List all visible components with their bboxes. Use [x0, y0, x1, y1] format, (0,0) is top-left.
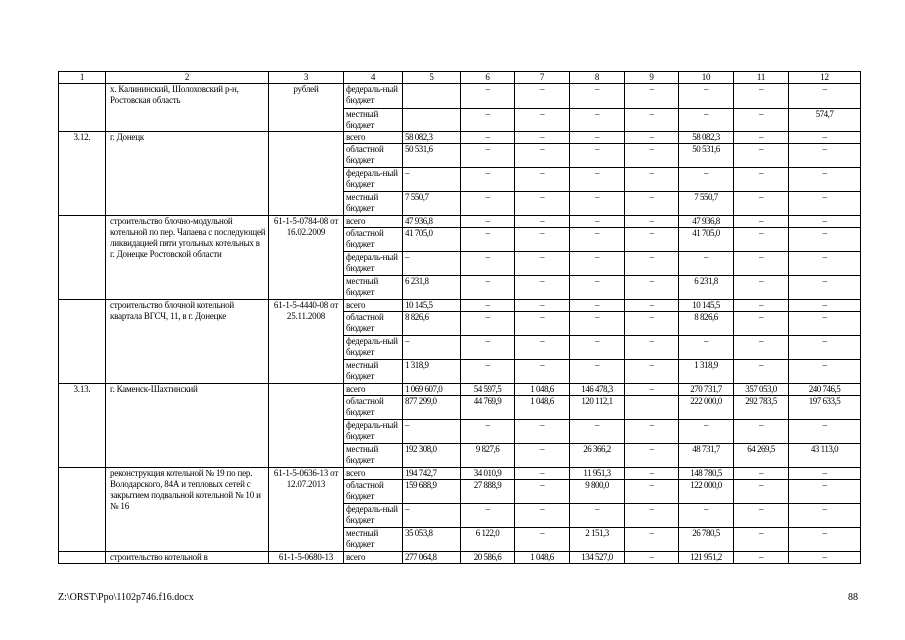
file-path: Z:\ORST\Ppo\1102p746.f16.docx	[58, 592, 194, 603]
value-cell: –	[570, 132, 625, 144]
value-cell: 41 705,0	[403, 228, 461, 252]
value-cell: –	[625, 276, 679, 300]
value-cell: –	[625, 420, 679, 444]
value-cell: –	[679, 84, 734, 109]
value-cell: 122 000,0	[679, 480, 734, 504]
value-cell: 35 053,8	[403, 528, 461, 552]
value-cell: –	[515, 312, 570, 336]
value-cell: –	[734, 528, 789, 552]
value-cell: 240 746,5	[789, 384, 861, 396]
value-cell: –	[734, 109, 789, 132]
value-cell: –	[789, 504, 861, 528]
column-number-row	[59, 72, 861, 84]
value-cell: –	[515, 504, 570, 528]
value-cell: 134 527,0	[570, 552, 625, 564]
value-cell: –	[734, 360, 789, 384]
table-row	[59, 468, 861, 480]
value-cell: 1 048,6	[515, 384, 570, 396]
value-cell: –	[625, 132, 679, 144]
funding-source: областной бюджет	[344, 480, 403, 504]
item-number	[59, 216, 106, 300]
column-number: 8	[570, 72, 625, 84]
object-name: г. Донецк	[106, 132, 269, 216]
value-cell: –	[625, 480, 679, 504]
column-number: 12	[789, 72, 861, 84]
value-cell: –	[679, 336, 734, 360]
value-cell: –	[789, 300, 861, 312]
value-cell: –	[789, 360, 861, 384]
funding-source: федераль-ный бюджет	[344, 84, 403, 109]
value-cell: –	[789, 552, 861, 564]
table-row	[59, 384, 861, 396]
object-name: строительство блочной котельной квартала ВГСЧ, 11, в г. Донецке	[106, 300, 269, 384]
item-number	[59, 552, 106, 564]
value-cell: –	[515, 84, 570, 109]
value-cell: –	[734, 228, 789, 252]
value-cell: –	[570, 504, 625, 528]
item-number: 3.12.	[59, 132, 106, 216]
value-cell: 6 231,8	[679, 276, 734, 300]
column-number: 6	[461, 72, 515, 84]
value-cell: 64 269,5	[734, 444, 789, 468]
value-cell: 20 586,6	[461, 552, 515, 564]
value-cell: –	[625, 144, 679, 168]
value-cell: 1 048,6	[515, 396, 570, 420]
value-cell: –	[679, 168, 734, 192]
value-cell: 58 082,3	[403, 132, 461, 144]
value-cell: –	[734, 84, 789, 109]
value-cell: –	[679, 420, 734, 444]
funding-source: областной бюджет	[344, 144, 403, 168]
column-number: 4	[344, 72, 403, 84]
document-ref	[269, 384, 344, 468]
value-cell: 10 145,5	[679, 300, 734, 312]
value-cell: –	[625, 552, 679, 564]
value-cell: –	[734, 192, 789, 216]
value-cell: –	[625, 216, 679, 228]
value-cell: 357 053,0	[734, 384, 789, 396]
value-cell: –	[461, 192, 515, 216]
column-number: 11	[734, 72, 789, 84]
value-cell: 6 231,8	[403, 276, 461, 300]
value-cell: 9 827,6	[461, 444, 515, 468]
value-cell: –	[570, 216, 625, 228]
value-cell: –	[461, 144, 515, 168]
value-cell: 222 000,0	[679, 396, 734, 420]
value-cell: –	[570, 144, 625, 168]
item-number: 3.13.	[59, 384, 106, 468]
value-cell: –	[734, 504, 789, 528]
value-cell: –	[461, 168, 515, 192]
funding-source: всего	[344, 552, 403, 564]
value-cell: –	[570, 168, 625, 192]
value-cell: –	[625, 168, 679, 192]
table-body	[59, 72, 861, 564]
funding-source: областной бюджет	[344, 228, 403, 252]
value-cell: –	[515, 528, 570, 552]
column-number: 2	[106, 72, 269, 84]
value-cell: –	[461, 300, 515, 312]
funding-source: местный бюджет	[344, 360, 403, 384]
value-cell: 1 318,9	[403, 360, 461, 384]
value-cell: –	[461, 336, 515, 360]
value-cell: –	[625, 528, 679, 552]
value-cell: –	[734, 336, 789, 360]
value-cell: 146 478,3	[570, 384, 625, 396]
value-cell: 47 936,8	[679, 216, 734, 228]
item-number	[59, 300, 106, 384]
value-cell: –	[570, 276, 625, 300]
document-ref: рублей	[269, 84, 344, 132]
funding-source: всего	[344, 132, 403, 144]
value-cell: –	[515, 144, 570, 168]
value-cell: –	[461, 360, 515, 384]
value-cell: –	[679, 504, 734, 528]
value-cell: –	[515, 420, 570, 444]
value-cell: –	[789, 84, 861, 109]
value-cell: –	[461, 252, 515, 276]
value-cell: –	[570, 420, 625, 444]
funding-source: местный бюджет	[344, 192, 403, 216]
value-cell: –	[515, 360, 570, 384]
value-cell: –	[789, 468, 861, 480]
value-cell: –	[789, 528, 861, 552]
value-cell: 44 769,9	[461, 396, 515, 420]
document-ref: 61-1-5-4440-08 от 25.11.2008	[269, 300, 344, 384]
value-cell	[625, 396, 679, 420]
value-cell: –	[403, 504, 461, 528]
table-row	[59, 84, 861, 109]
value-cell: 26 366,2	[570, 444, 625, 468]
value-cell: –	[734, 300, 789, 312]
value-cell: 43 113,0	[789, 444, 861, 468]
value-cell: –	[515, 336, 570, 360]
value-cell: 48 731,7	[679, 444, 734, 468]
value-cell: –	[515, 252, 570, 276]
value-cell: 277 064,8	[403, 552, 461, 564]
value-cell: –	[625, 192, 679, 216]
value-cell: –	[625, 336, 679, 360]
value-cell: 1 069 607,0	[403, 384, 461, 396]
value-cell: –	[515, 228, 570, 252]
value-cell: –	[789, 144, 861, 168]
value-cell: –	[625, 360, 679, 384]
value-cell: –	[570, 109, 625, 132]
value-cell: 120 112,1	[570, 396, 625, 420]
value-cell: –	[515, 168, 570, 192]
table-row	[59, 132, 861, 144]
value-cell: –	[789, 132, 861, 144]
value-cell: –	[515, 216, 570, 228]
value-cell: –	[570, 252, 625, 276]
value-cell: 26 780,5	[679, 528, 734, 552]
funding-source: федераль-ный бюджет	[344, 252, 403, 276]
funding-source: местный бюджет	[344, 109, 403, 132]
object-name: строительство блочно-модульной котельной по пер. Чапаева с последующей ликвидацией пяти угольных котельных в г. Донецке Ростовской области	[106, 216, 269, 300]
value-cell: –	[515, 300, 570, 312]
value-cell: –	[734, 552, 789, 564]
value-cell: –	[461, 228, 515, 252]
funding-source: местный бюджет	[344, 276, 403, 300]
value-cell: –	[461, 420, 515, 444]
value-cell: –	[789, 168, 861, 192]
value-cell: 54 597,5	[461, 384, 515, 396]
value-cell: 58 082,3	[679, 132, 734, 144]
table-row	[59, 216, 861, 228]
funding-source: местный бюджет	[344, 528, 403, 552]
item-number	[59, 468, 106, 552]
column-number: 3	[269, 72, 344, 84]
value-cell: 159 688,9	[403, 480, 461, 504]
value-cell: –	[734, 132, 789, 144]
value-cell: 50 531,6	[403, 144, 461, 168]
value-cell: 574,7	[789, 109, 861, 132]
value-cell: 1 318,9	[679, 360, 734, 384]
funding-source: местный бюджет	[344, 444, 403, 468]
value-cell: –	[734, 312, 789, 336]
value-cell: –	[625, 228, 679, 252]
funding-source: областной бюджет	[344, 396, 403, 420]
document-ref: 61-1-5-0680-13	[269, 552, 344, 564]
value-cell: –	[789, 228, 861, 252]
funding-source: областной бюджет	[344, 312, 403, 336]
value-cell: –	[734, 480, 789, 504]
value-cell: –	[515, 192, 570, 216]
value-cell: –	[403, 168, 461, 192]
funding-source: федераль-ный бюджет	[344, 504, 403, 528]
value-cell: –	[515, 444, 570, 468]
value-cell: 2 151,3	[570, 528, 625, 552]
value-cell	[403, 109, 461, 132]
table-row	[59, 552, 861, 564]
document-ref: 61-1-5-0636-13 от 12.07.2013	[269, 468, 344, 552]
value-cell: –	[679, 109, 734, 132]
item-number	[59, 84, 106, 132]
value-cell: –	[789, 312, 861, 336]
value-cell: –	[461, 276, 515, 300]
value-cell: –	[570, 300, 625, 312]
column-number: 10	[679, 72, 734, 84]
value-cell: –	[789, 336, 861, 360]
object-name: г. Каменск-Шахтинский	[106, 384, 269, 468]
value-cell: –	[789, 252, 861, 276]
value-cell: –	[515, 276, 570, 300]
column-number: 5	[403, 72, 461, 84]
value-cell: 292 783,5	[734, 396, 789, 420]
value-cell: –	[625, 300, 679, 312]
value-cell: –	[734, 468, 789, 480]
value-cell	[403, 84, 461, 109]
value-cell: –	[789, 420, 861, 444]
value-cell: 192 308,0	[403, 444, 461, 468]
budget-table	[58, 71, 861, 564]
table-row	[59, 300, 861, 312]
value-cell: –	[461, 504, 515, 528]
value-cell: 1 048,6	[515, 552, 570, 564]
value-cell: –	[789, 276, 861, 300]
value-cell: –	[625, 444, 679, 468]
value-cell: 877 299,0	[403, 396, 461, 420]
value-cell: –	[515, 109, 570, 132]
value-cell: 6 122,0	[461, 528, 515, 552]
value-cell: –	[625, 84, 679, 109]
value-cell: 9 800,0	[570, 480, 625, 504]
object-name: х. Калининский, Шолоховский р-н, Ростовская область	[106, 84, 269, 132]
value-cell: 10 145,5	[403, 300, 461, 312]
column-number: 9	[625, 72, 679, 84]
value-cell: 41 705,0	[679, 228, 734, 252]
page-number: 88	[848, 592, 858, 603]
funding-source: федераль-ный бюджет	[344, 168, 403, 192]
column-number: 7	[515, 72, 570, 84]
funding-source: всего	[344, 300, 403, 312]
document-ref	[269, 132, 344, 216]
value-cell: 7 550,7	[679, 192, 734, 216]
value-cell: 197 633,5	[789, 396, 861, 420]
value-cell: 50 531,6	[679, 144, 734, 168]
value-cell: –	[679, 252, 734, 276]
value-cell: –	[461, 312, 515, 336]
document-ref: 61-1-5-0784-08 от 16.02.2009	[269, 216, 344, 300]
value-cell: –	[625, 384, 679, 396]
value-cell: 7 550,7	[403, 192, 461, 216]
value-cell: –	[625, 504, 679, 528]
value-cell: –	[625, 468, 679, 480]
value-cell: –	[570, 336, 625, 360]
value-cell: –	[461, 84, 515, 109]
value-cell: –	[734, 420, 789, 444]
value-cell: –	[570, 360, 625, 384]
value-cell: –	[570, 84, 625, 109]
value-cell: –	[461, 109, 515, 132]
value-cell: –	[461, 132, 515, 144]
value-cell: 27 888,9	[461, 480, 515, 504]
value-cell: –	[789, 216, 861, 228]
value-cell: –	[515, 480, 570, 504]
value-cell: 8 826,6	[403, 312, 461, 336]
value-cell: 47 936,8	[403, 216, 461, 228]
funding-source: всего	[344, 384, 403, 396]
value-cell: –	[570, 192, 625, 216]
column-number: 1	[59, 72, 106, 84]
value-cell: –	[461, 216, 515, 228]
value-cell: –	[789, 480, 861, 504]
value-cell: –	[734, 276, 789, 300]
value-cell: 11 951,3	[570, 468, 625, 480]
value-cell: 121 951,2	[679, 552, 734, 564]
value-cell: –	[625, 109, 679, 132]
value-cell: –	[734, 252, 789, 276]
value-cell: –	[734, 168, 789, 192]
value-cell: –	[625, 312, 679, 336]
funding-source: всего	[344, 216, 403, 228]
value-cell: 194 742,7	[403, 468, 461, 480]
value-cell: 270 731,7	[679, 384, 734, 396]
value-cell: –	[403, 336, 461, 360]
value-cell: 148 780,5	[679, 468, 734, 480]
value-cell: –	[515, 468, 570, 480]
object-name: строительство котельной в	[106, 552, 269, 564]
value-cell: –	[789, 192, 861, 216]
value-cell: –	[515, 132, 570, 144]
value-cell: –	[570, 312, 625, 336]
funding-source: федераль-ный бюджет	[344, 336, 403, 360]
value-cell: 8 826,6	[679, 312, 734, 336]
value-cell: 34 010,9	[461, 468, 515, 480]
value-cell: –	[403, 420, 461, 444]
funding-source: всего	[344, 468, 403, 480]
funding-source: федераль-ный бюджет	[344, 420, 403, 444]
value-cell: –	[625, 252, 679, 276]
value-cell: –	[734, 144, 789, 168]
value-cell: –	[734, 216, 789, 228]
value-cell: –	[570, 228, 625, 252]
object-name: реконструкция котельной № 19 по пер. Володарского, 84А и тепловых сетей с закрытием подвальной котельной № 10 и № 16	[106, 468, 269, 552]
value-cell: –	[403, 252, 461, 276]
